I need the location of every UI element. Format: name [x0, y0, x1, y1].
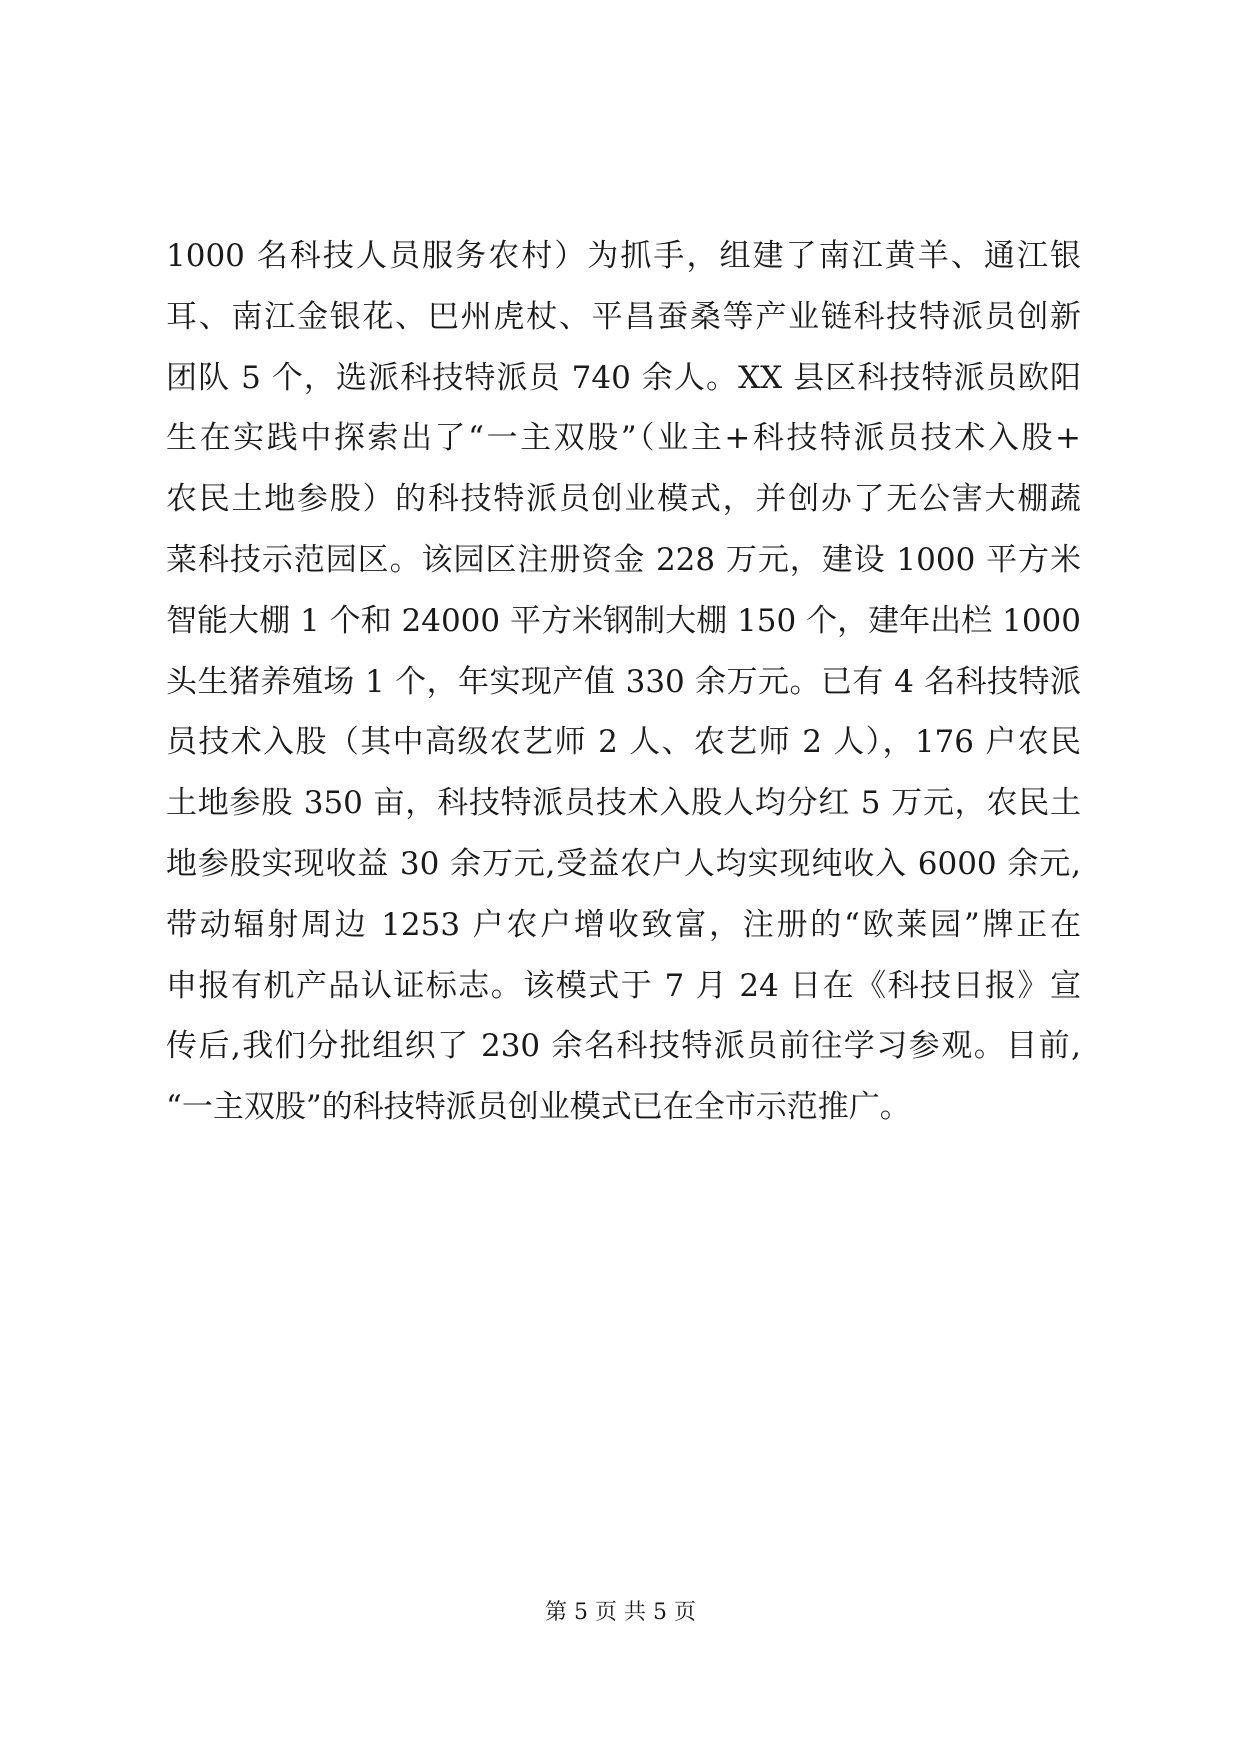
paragraph-line: 地参股实现收益 30 余万元,受益农户人均实现纯收入 6000 余元,: [166, 845, 1081, 882]
paragraph-line: 耳、南江金银花、巴州虎杖、平昌蚕桑等产业链科技特派员创新: [166, 298, 1081, 335]
paragraph-line: 农民土地参股）的科技特派员创业模式，并创办了无公害大棚蔬: [166, 481, 1081, 518]
paragraph-line: 1000 名科技人员服务农村）为抓手，组建了南江黄羊、通江银: [166, 238, 1081, 274]
paragraph-line: 头生猪养殖场 1 个，年实现产值 330 余万元。已有 4 名科技特派: [166, 663, 1081, 700]
paragraph-line: 带动辐射周边 1253 户农户增收致富，注册的“欧莱园”牌正在: [166, 906, 1081, 943]
paragraph-line: 申报有机产品认证标志。该模式于 7 月 24 日在《科技日报》宣: [166, 967, 1081, 1004]
paragraph-line: 传后,我们分批组织了 230 余名科技特派员前往学习参观。目前,: [166, 1028, 1081, 1065]
paragraph-line: 菜科技示范园区。该园区注册资金 228 万元，建设 1000 平方米: [166, 541, 1081, 578]
paragraph-line: “一主双股”的科技特派员创业模式已在全市示范推广。: [166, 1089, 911, 1126]
paragraph-line: 员技术入股（其中高级农艺师 2 人、农艺师 2 人），176 户农民: [166, 724, 1081, 761]
body-paragraph: [166, 226, 1081, 1138]
paragraph-line: 团队 5 个，选派科技特派员 740 余人。XX 县区科技特派员欧阳: [166, 359, 1081, 396]
paragraph-line: 智能大棚 1 个和 24000 平方米钢制大棚 150 个，建年出栏 1000: [166, 602, 1081, 639]
paragraph-line: 生在实践中探索出了“一主双股”（业主+科技特派员技术入股+: [166, 420, 1081, 457]
paragraph-line: 土地参股 350 亩，科技特派员技术入股人均分红 5 万元，农民土: [166, 785, 1081, 822]
page-number-indicator: 第 5 页 共 5 页: [545, 1600, 696, 1625]
page-footer: [0, 1598, 1241, 1628]
